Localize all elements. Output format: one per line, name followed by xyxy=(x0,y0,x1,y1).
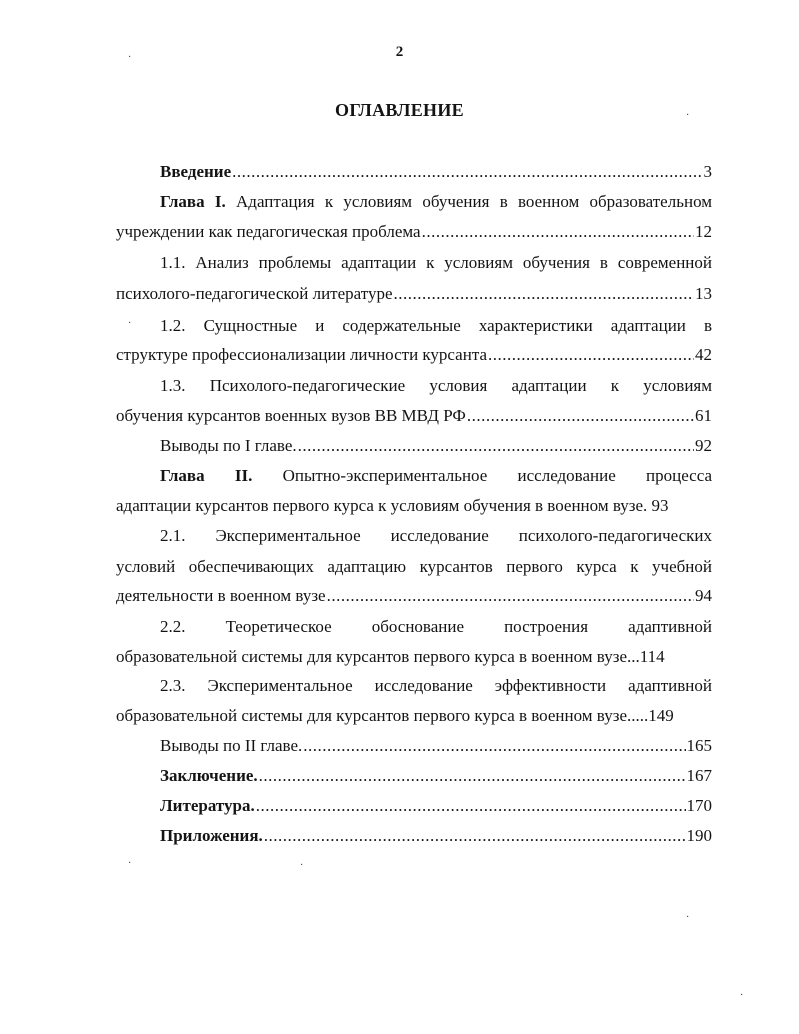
page-title: ОГЛАВЛЕНИЕ xyxy=(335,100,464,120)
toc-entry-text: 2.1. Экспериментальное исследование психолого-педагогических xyxy=(160,526,712,545)
leader-dots xyxy=(259,765,686,787)
toc-entry-text: образовательной системы для курсантов первого курса в военном вузе...114 xyxy=(116,647,665,666)
scan-speck: · xyxy=(300,860,304,871)
leader-dots xyxy=(303,735,685,757)
page-number: 2 xyxy=(395,44,404,60)
leader-dots xyxy=(488,344,694,366)
toc-entry-chapter-1-cont[interactable] xyxy=(116,221,712,243)
toc-entry-intro[interactable] xyxy=(160,161,712,183)
chapter-prefix: Глава I. xyxy=(160,192,226,211)
scan-speck: · xyxy=(128,318,132,329)
toc-entry-section-2-3[interactable] xyxy=(160,675,712,697)
toc-entry-label: Приложения. xyxy=(160,826,263,845)
leader-dots xyxy=(422,221,694,243)
toc-entry-text: Адаптация к условиям обучения в военном образовательном xyxy=(236,192,712,211)
toc-entry-section-2-2-cont[interactable] xyxy=(116,646,712,668)
toc-entry-text: деятельности в военном вузе xyxy=(116,586,326,605)
toc-entry-text: условий обеспечивающих адаптацию курсантов первого курса к учебной xyxy=(116,557,712,576)
toc-entry-text: 2.2. Теоретическое обоснование построения адаптивной xyxy=(160,617,712,636)
toc-entry-section-2-1[interactable] xyxy=(160,525,712,547)
toc-entry-section-1-2[interactable] xyxy=(160,315,712,337)
leader-dots xyxy=(327,585,694,607)
toc-entry-label: Заключение. xyxy=(160,766,258,785)
toc-entry-section-1-3[interactable] xyxy=(160,375,712,397)
toc-entry-label: Введение xyxy=(160,162,232,181)
toc-entry-section-2-1-cont2[interactable] xyxy=(116,585,712,607)
toc-entry-text: психолого-педагогической литературе xyxy=(116,284,393,303)
toc-entry-section-2-2[interactable] xyxy=(160,616,712,638)
toc-entry-label: Выводы по I главе. xyxy=(160,436,297,455)
toc-entry-section-2-3-cont[interactable] xyxy=(116,705,712,727)
toc-entry-conclusion[interactable] xyxy=(160,765,712,787)
toc-entry-conclusions-1[interactable] xyxy=(160,435,712,457)
scan-speck: · xyxy=(740,990,744,1001)
toc-entry-text: Опытно-экспериментальное исследование процесса xyxy=(282,466,713,485)
toc-entry-page: 12 xyxy=(695,222,712,241)
toc-entry-section-1-1-cont[interactable] xyxy=(116,283,712,305)
toc-entry-page: 165 xyxy=(686,736,712,755)
leader-dots xyxy=(298,435,694,457)
toc-entry-chapter-2-cont[interactable] xyxy=(116,495,712,517)
toc-entry-chapter-1[interactable] xyxy=(160,191,712,213)
toc-entry-page: 167 xyxy=(686,766,712,785)
toc-entry-section-1-1[interactable] xyxy=(160,252,712,274)
toc-entry-text: учреждении как педагогическая проблема xyxy=(116,222,421,241)
toc-entry-text: 1.2. Сущностные и содержательные характеристики адаптации в xyxy=(160,316,712,335)
toc-entry-literature[interactable] xyxy=(160,795,712,817)
toc-entry-text: 1.3. Психолого-педагогические условия адаптации к условиям xyxy=(160,376,712,395)
toc-entry-chapter-2[interactable] xyxy=(160,465,712,487)
scan-speck: · xyxy=(128,858,132,869)
toc-entry-text: обучения курсантов военных вузов ВВ МВД РФ xyxy=(116,406,466,425)
leader-dots xyxy=(232,161,702,183)
toc-entry-page: 190 xyxy=(686,826,712,845)
leader-dots xyxy=(394,283,694,305)
chapter-prefix: Глава II. xyxy=(160,466,253,485)
toc-entry-section-1-3-cont[interactable] xyxy=(116,405,712,427)
toc-entry-text: образовательной системы для курсантов первого курса в военном вузе.....149 xyxy=(116,706,674,725)
toc-entry-page: 170 xyxy=(686,796,712,815)
leader-dots xyxy=(467,405,694,427)
scan-speck: · xyxy=(686,110,690,121)
toc-entry-page: 42 xyxy=(695,345,712,364)
toc-entry-text: 1.1. Анализ проблемы адаптации к условиям обучения в современной xyxy=(160,253,712,272)
toc-entry-section-2-1-cont[interactable] xyxy=(116,556,712,578)
toc-entry-label: Литература. xyxy=(160,796,255,815)
leader-dots xyxy=(256,795,686,817)
toc-entry-appendix[interactable] xyxy=(160,825,712,847)
scan-speck: · xyxy=(128,52,132,63)
toc-entry-text: структуре профессионализации личности курсанта xyxy=(116,345,488,364)
toc-entry-page: 92 xyxy=(695,436,712,455)
toc-entry-page: 61 xyxy=(695,406,712,425)
scan-speck: · xyxy=(686,912,690,923)
toc-entry-page: 13 xyxy=(695,284,712,303)
leader-dots xyxy=(264,825,686,847)
toc-entry-conclusions-2[interactable] xyxy=(160,735,712,757)
toc-entry-page: 3 xyxy=(703,162,712,181)
toc-entry-section-1-2-cont[interactable] xyxy=(116,344,712,366)
toc-entry-text: 2.3. Экспериментальное исследование эффективности адаптивной xyxy=(160,676,712,695)
toc-entry-label: Выводы по II главе. xyxy=(160,736,303,755)
toc-entry-text: адаптации курсантов первого курса к условиям обучения в военном вузе. 93 xyxy=(116,496,669,515)
toc-entry-page: 94 xyxy=(695,586,712,605)
